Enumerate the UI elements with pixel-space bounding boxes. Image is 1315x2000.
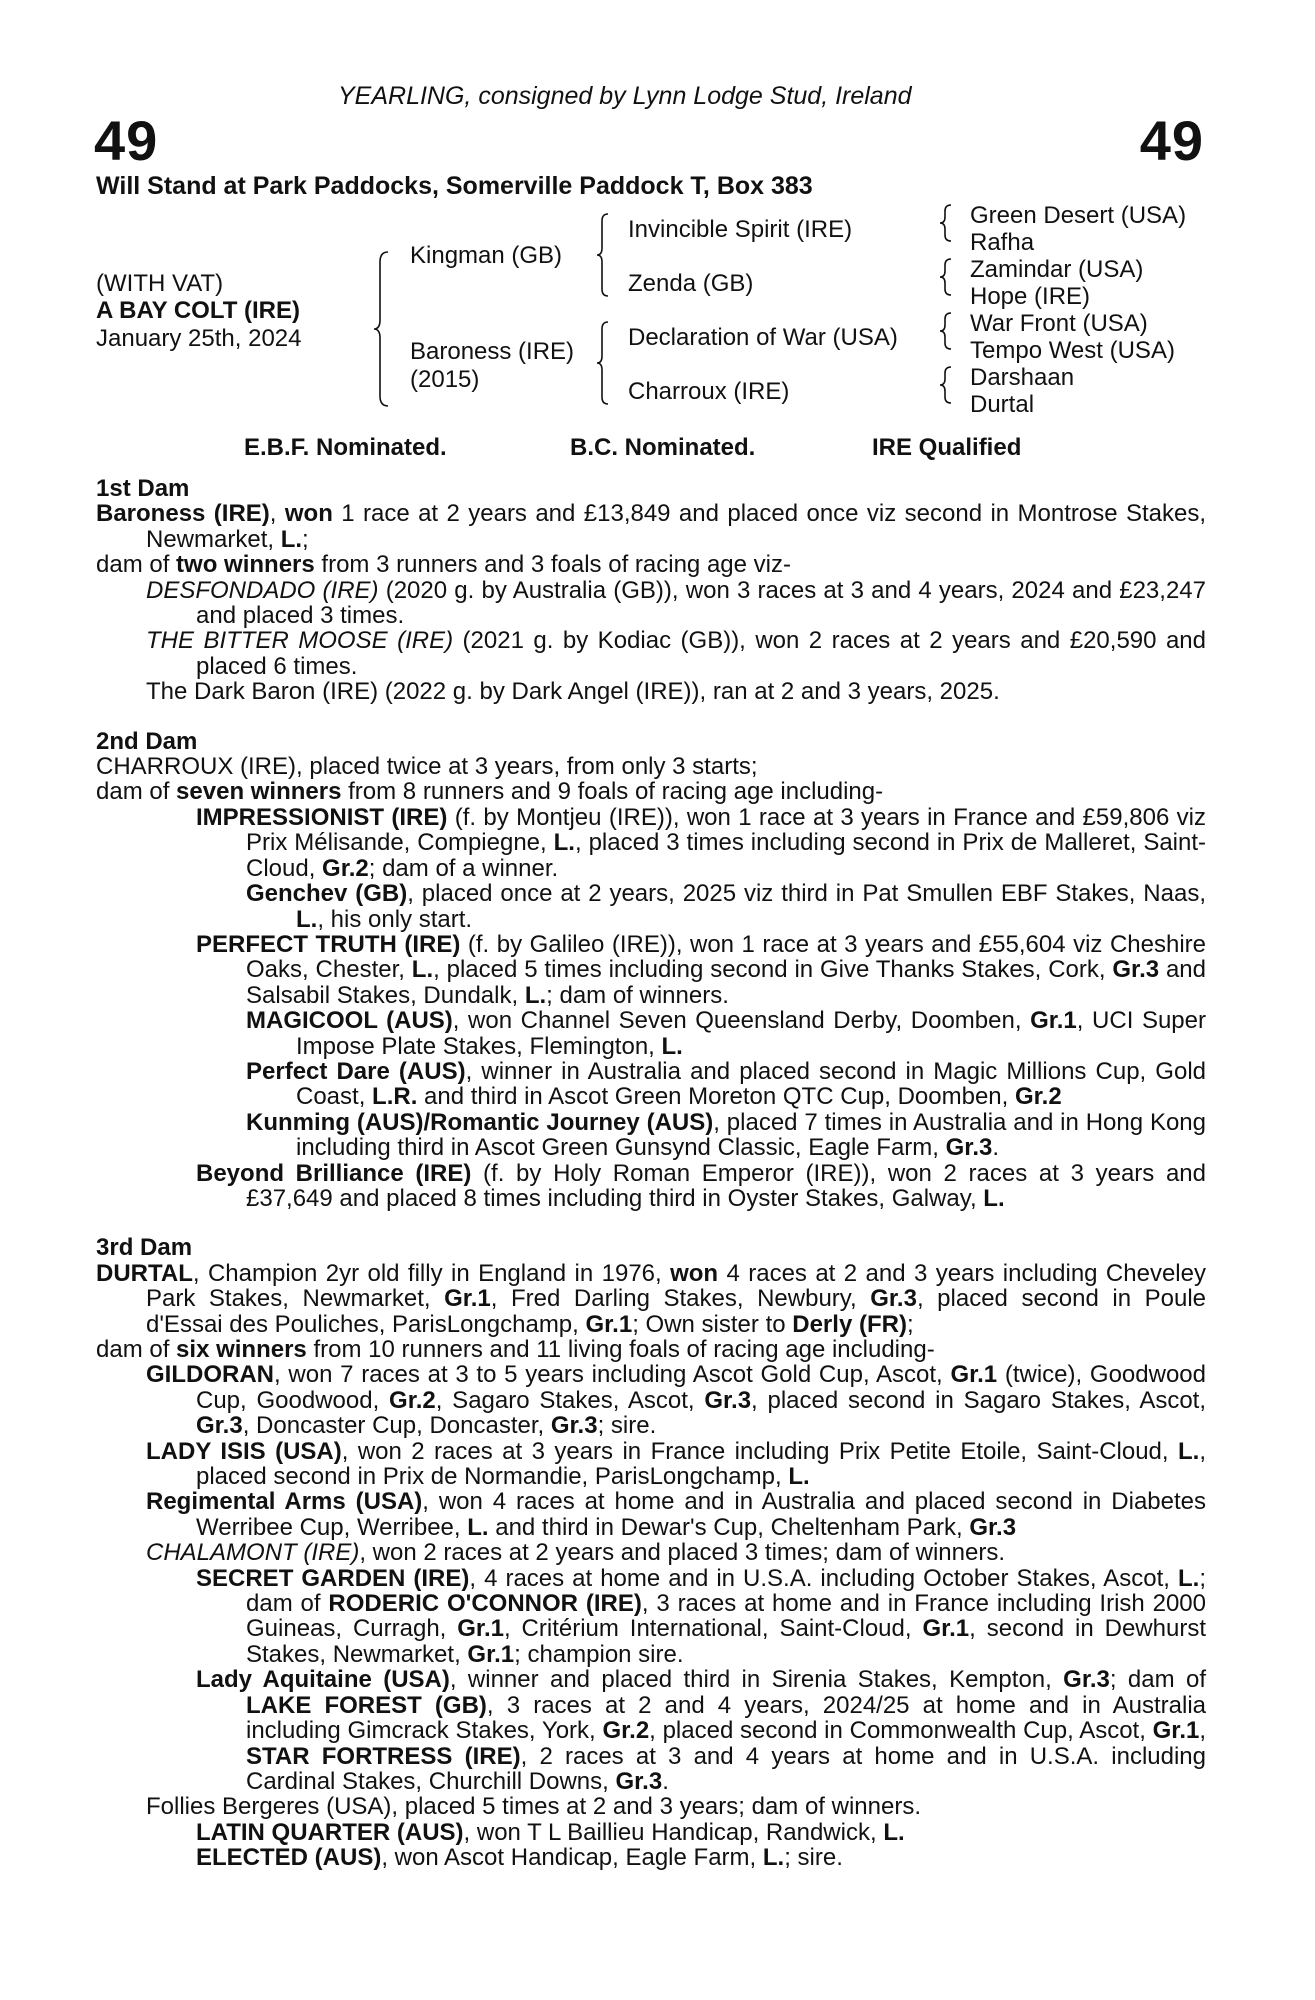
dam3-grand-offspring: ELECTED (AUS), won Ascot Handicap, Eagle Farm, L.; sire. [196,1844,843,1872]
gen3-1: Green Desert (USA) [970,202,1187,229]
gen3-8: Durtal [970,391,1035,418]
section-heading-1st-dam: 1st Dam [96,475,190,502]
pedigree-brace-sire [595,212,611,298]
dam3-produce-summary: dam of six winners from 10 runners and 11 living foals of racing age including- [96,1336,935,1363]
dam2-grand-offspring: MAGICOOL (AUS), won Channel Seven Queensland Derby, Doomben, Gr.1, UCI Super Impose Plate Stakes, Flemington, L. [246,1007,1206,1060]
dam-details [96,476,1206,1871]
pedigree-brace-main [372,250,392,408]
dam3-grand-offspring: SECRET GARDEN (IRE), 4 races at home and in U.S.A. including October Stakes, Ascot, L.; dam of RODERIC O'CONNOR (IRE), 3 races at home and in France including Irish 2000 Guineas, Curragh, Gr.1, Critérium International, Saint-Cloud, Gr.1, second in Dewhurst Stakes, Newmarket, Gr.1; champion sire. [196,1564,1207,1668]
dam1-produce-summary: dam of two winners from 3 runners and 3 foals of racing age viz- [96,551,791,579]
dam2-offspring: IMPRESSIONIST (IRE) (f. by Montjeu (IRE)), won 1 race at 3 years in France and £59,806 viz Prix Mélisande, Compiegne, L., placed 3 times including second in Prix de Malleret, Saint-Cloud, Gr.2; dam of a winner. [196,803,1207,882]
sire-dam: Zenda (GB) [628,270,754,297]
gen3-3: Zamindar (USA) [970,256,1144,283]
section-heading-3rd-dam: 3rd Dam [96,1234,193,1262]
ebf-nominated: E.B.F. Nominated. [244,434,447,461]
pedigree-brace-g1 [938,203,954,243]
dam-name: Baroness (IRE) [410,338,575,365]
dam-year: (2015) [410,366,480,393]
sire-name: Kingman (GB) [410,242,563,269]
gen3-2: Rafha [970,229,1035,256]
dam2-record: CHARROUX (IRE), placed twice at 3 years, from only 3 starts; [96,753,758,781]
pedigree-brace-dam [595,320,611,406]
gen3-7: Darshaan [970,364,1075,391]
dam-dam: Charroux (IRE) [628,378,790,405]
stand-location: Will Stand at Park Paddocks, Somerville Paddock T, Box 383 [96,172,813,200]
dam2-grand-offspring: Kunming (AUS)/Romantic Journey (AUS), placed 7 times in Australia and in Hong Kong including third in Ascot Green Gunsynd Classic, Eagle Farm, Gr.3. [246,1108,1206,1162]
dam2-produce-summary: dam of seven winners from 8 runners and 9 foals of racing age including- [96,778,884,806]
dam2-grand-offspring: Perfect Dare (AUS), winner in Australia and placed second in Magic Millions Cup, Gold Coast, L.R. and third in Ascot Green Moreton QTC Cup, Doomben, Gr.2 [246,1057,1206,1111]
dam3-offspring: GILDORAN, won 7 races at 3 to 5 years including Ascot Gold Cup, Ascot, Gr.1 (twice), Goodwood Cup, Goodwood, Gr.2, Sagaro Stakes, Ascot, Gr.3, placed second in Sagaro Stakes, Ascot, Gr.3, Doncaster Cup, Doncaster, Gr.3; sire. [146,1361,1207,1440]
dam3-offspring: CHALAMONT (IRE), won 2 races at 2 years and placed 3 times; dam of winners. [146,1539,1005,1567]
lot-number-right: 49 [1139,109,1204,172]
dam2-grand-offspring: Genchev (GB), placed once at 2 years, 2025 viz third in Pat Smullen EBF Stakes, Naas, L., his only start. [246,880,1207,933]
dam2-offspring: Beyond Brilliance (IRE) (f. by Holy Roman Emperor (IRE)), won 2 races at 3 years and £37,649 and placed 8 times including third in Oyster Stakes, Galway, L. [196,1159,1206,1212]
pedigree-brace-g2 [938,257,954,297]
dam1-offspring: THE BITTER MOOSE (IRE) (2021 g. by Kodiac (GB)), won 2 races at 2 years and £20,590 and placed 6 times. [146,627,1206,680]
dam3-grand-offspring: LATIN QUARTER (AUS), won T L Baillieu Handicap, Randwick, L. [196,1818,905,1846]
gen3-6: Tempo West (USA) [970,337,1175,364]
bc-nominated: B.C. Nominated. [570,434,756,461]
dam1-offspring: DESFONDADO (IRE) (2020 g. by Australia (GB)), won 3 races at 3 and 4 years, 2024 and £23,247 and placed 3 times. [146,576,1206,630]
dam1-record: Baroness (IRE), won 1 race at 2 years and £13,849 and placed once viz second in Montrose Stakes, Newmarket, L.; [96,500,1207,553]
dam3-offspring: LADY ISIS (USA), won 2 races at 3 years in France including Prix Petite Etoile, Saint-Cloud, L., placed second in Prix de Normandie, ParisLongchamp, L. [146,1437,1206,1491]
horse-name: A BAY COLT (IRE) [96,297,301,324]
page-header: YEARLING, consigned by Lynn Lodge Stud, Ireland [338,82,912,110]
foaling-date: January 25th, 2024 [96,325,302,352]
dam-sire: Declaration of War (USA) [628,324,898,351]
dam3-offspring: Follies Bergeres (USA), placed 5 times at 2 and 3 years; dam of winners. [146,1793,922,1821]
gen3-5: War Front (USA) [970,310,1148,337]
dam3-grand-offspring: Lady Aquitaine (USA), winner and placed third in Sirenia Stakes, Kempton, Gr.3; dam of LAKE FOREST (GB), 3 races at 2 and 4 years, 2024/25 at home and in Australia including Gimcrack Stakes, York, Gr.2, placed second in Commonwealth Cup, Ascot, Gr.1, STAR FORTRESS (IRE), 2 races at 3 and 4 years at home and in U.S.A. including Cardinal Stakes, Churchill Downs, Gr.3. [196,1666,1207,1795]
dam2-offspring: PERFECT TRUTH (IRE) (f. by Galileo (IRE)), won 1 race at 3 years and £55,604 viz Cheshire Oaks, Chester, L., placed 5 times including second in Give Thanks Stakes, Cork, Gr.3 and Salsabil Stakes, Dundalk, L.; dam of winners. [196,930,1206,1009]
lot-number-left: 49 [94,109,159,172]
dam1-offspring: The Dark Baron (IRE) (2022 g. by Dark Angel (IRE)), ran at 2 and 3 years, 2025. [146,678,1000,706]
pedigree-brace-g3 [938,311,954,351]
sire-sire: Invincible Spirit (IRE) [628,216,853,243]
pedigree-brace-g4 [938,365,954,405]
gen3-4: Hope (IRE) [970,283,1091,310]
ire-qualified: IRE Qualified [872,434,1022,461]
section-heading-2nd-dam: 2nd Dam [96,727,198,755]
vat-note: (WITH VAT) [96,270,224,297]
dam3-offspring: Regimental Arms (USA), won 4 races at home and in Australia and placed second in Diabetes Werribee Cup, Werribee, L. and third in Dewar's Cup, Cheltenham Park, Gr.3 [146,1488,1207,1541]
dam3-record: DURTAL, Champion 2yr old filly in England in 1976, won 4 races at 2 and 3 years including Cheveley Park Stakes, Newmarket, Gr.1, Fred Darling Stakes, Newbury, Gr.3, placed second in Poule d'Essai des Pouliches, ParisLongchamp, Gr.1; Own sister to Derly (FR); [96,1259,1206,1338]
